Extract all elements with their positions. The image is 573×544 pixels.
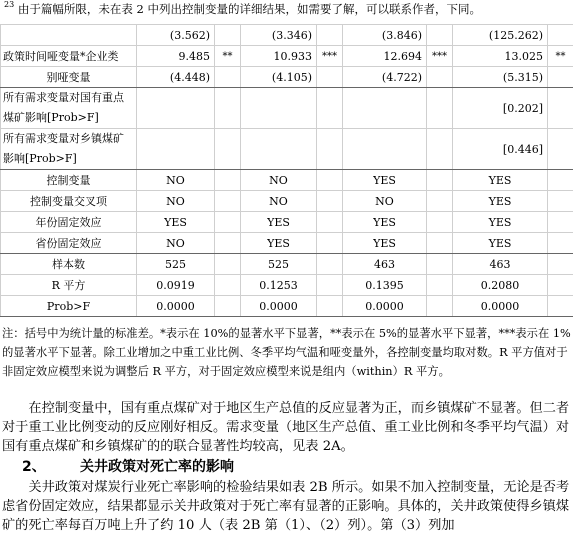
row-label: 所有需求变量对乡镇煤矿 影响[Prob>F] xyxy=(1,129,137,170)
table-cell: (3.846) xyxy=(343,25,427,46)
table-row-spec xyxy=(1,170,573,191)
table-cell: 9.485 xyxy=(137,46,215,67)
table-cell: 463 xyxy=(343,254,427,275)
table-cell: (4.722) xyxy=(343,67,427,88)
table-cell: 0.1253 xyxy=(241,275,317,296)
table-cell: NO xyxy=(137,170,215,191)
table-row-spec xyxy=(1,191,573,212)
table-cell: NO xyxy=(137,191,215,212)
body-paragraph: 关井政策对煤炭行业死亡率影响的检验结果如表 2B 所示。如果不加入控制变量，无论是否考虑省份固定效应，结果都显示关井政策对于死亡率有显著的正影响。具体的，关井政策使得乡镇煤矿的死亡率每百万吨上升了约 10 人（表 2B 第（1）、（2）列）。第（3）列加 xyxy=(2,480,570,533)
row-label: 控制变量 xyxy=(1,170,137,191)
table-cell: [0.446] xyxy=(453,129,548,170)
table-row-test-state xyxy=(1,88,573,129)
table-cell: 12.694 xyxy=(343,46,427,67)
row-label: 控制变量交叉项 xyxy=(1,191,137,212)
section-number: 2、 xyxy=(22,459,46,475)
table-cell: (3.346) xyxy=(241,25,317,46)
table-cell: YES xyxy=(241,212,317,233)
table-cell: 0.0000 xyxy=(453,296,548,317)
table-cell: 10.933 xyxy=(241,46,317,67)
table-cell: 0.0919 xyxy=(137,275,215,296)
row-label: Prob>F xyxy=(1,296,137,317)
row-label: 省份固定效应 xyxy=(1,233,137,254)
table-row-top-se xyxy=(1,25,573,46)
table-cell: 0.1395 xyxy=(343,275,427,296)
row-label: R 平方 xyxy=(1,275,137,296)
table-cell: 0.0000 xyxy=(137,296,215,317)
significance-stars: ** xyxy=(215,46,241,67)
row-label: 样本数 xyxy=(1,254,137,275)
row-label: 所有需求变量对国有重点 煤矿影响[Prob>F] xyxy=(1,88,137,129)
table-cell: NO xyxy=(241,170,317,191)
table-cell: NO xyxy=(241,191,317,212)
table-cell: 525 xyxy=(137,254,215,275)
significance-stars: *** xyxy=(427,46,453,67)
table-cell: (125.262) xyxy=(453,25,548,46)
table-row-stat xyxy=(1,296,573,317)
table-cell: YES xyxy=(453,212,548,233)
table-row-stat xyxy=(1,254,573,275)
footnote-mark: 23 xyxy=(4,0,15,9)
table-cell: 0.2080 xyxy=(453,275,548,296)
table-cell: YES xyxy=(343,233,427,254)
table-cell: YES xyxy=(137,212,215,233)
table-cell: YES xyxy=(343,212,427,233)
row-label: 年份固定效应 xyxy=(1,212,137,233)
table-row-test-town xyxy=(1,129,573,170)
table-cell: (5.315) xyxy=(453,67,548,88)
body-paragraph: 在控制变量中，国有重点煤矿对于地区生产总值的反应显著为正，而乡镇煤矿不显著。但二者对于重工业比例变动的反应刚好相反。需求变量（地区生产总值、重工业比例和冬季平均气温）对国有重点煤矿和乡镇煤矿的的联合显著性均较高，见表 2A。 xyxy=(2,401,570,454)
table-row-interaction-se xyxy=(1,67,573,88)
table-cell: YES xyxy=(343,170,427,191)
table-row-interaction xyxy=(1,46,573,67)
table-cell: YES xyxy=(241,233,317,254)
table-cell: YES xyxy=(453,233,548,254)
table-cell: NO xyxy=(343,191,427,212)
table-cell: [0.202] xyxy=(453,88,548,129)
table-note: 注：括号中为统计量的标准差。*表示在 10%的显著水平下显著，**表示在 5%的显著水平下显著，***表示在 1%的显著水平下显著。除工业增加之中重工业比例、冬季平均气温和哑变量外，各控制变量均取对数。R 平方值对于非固定效应模型来说为调整后 R 平方，对于固定效应模型来说是组内（within）R 平方。 xyxy=(2,327,571,378)
table-cell: 13.025 xyxy=(453,46,548,67)
table-cell: NO xyxy=(137,233,215,254)
table-row-stat xyxy=(1,275,573,296)
table-cell: 0.0000 xyxy=(241,296,317,317)
table-cell: YES xyxy=(453,191,548,212)
section-heading xyxy=(22,457,234,477)
table-row-spec xyxy=(1,233,573,254)
row-label: 政策时间哑变量*企业类 xyxy=(1,46,137,67)
table-row-spec xyxy=(1,212,573,233)
footnote-text: 由于篇幅所限，未在表 2 中列出控制变量的详细结果，如需要了解，可以联系作者，下同。 xyxy=(17,2,481,16)
table-cell: (4.448) xyxy=(137,67,215,88)
row-label: 别哑变量 xyxy=(1,67,137,88)
table-cell: 525 xyxy=(241,254,317,275)
footnote xyxy=(4,0,481,18)
table-cell: (3.562) xyxy=(137,25,215,46)
significance-stars: ** xyxy=(548,46,573,67)
section-title: 关井政策对死亡率的影响 xyxy=(80,459,234,475)
table-cell: YES xyxy=(453,170,548,191)
significance-stars: *** xyxy=(317,46,343,67)
table-cell: 0.0000 xyxy=(343,296,427,317)
table-cell: 463 xyxy=(453,254,548,275)
regression-table xyxy=(0,24,573,317)
table-cell: (4.105) xyxy=(241,67,317,88)
